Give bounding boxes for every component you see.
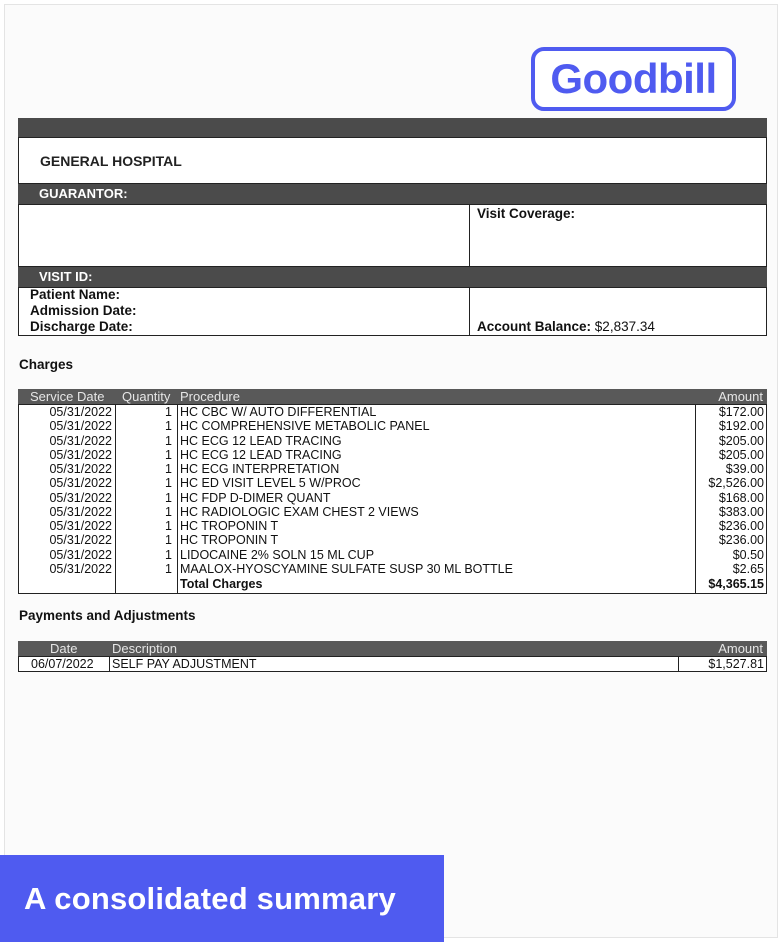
table-row	[19, 476, 766, 490]
col-quantity: Quantity	[122, 389, 171, 404]
account-balance-value: $2,837.34	[594, 319, 655, 334]
charges-table	[18, 404, 767, 594]
amount-cell: $236.00	[718, 519, 764, 533]
table-row	[19, 519, 766, 533]
col-amount: Amount	[718, 641, 763, 656]
payment-amount: $1,527.81	[708, 657, 764, 671]
amount-cell: $2,526.00	[708, 476, 764, 491]
header-band	[18, 118, 767, 137]
visit-id-label: VISIT ID:	[39, 269, 93, 284]
service-date-cell: 05/31/2022	[49, 561, 112, 576]
quantity-cell: 1	[165, 561, 172, 576]
total-row	[19, 577, 766, 591]
procedure-cell: HC FDP D-DIMER QUANT	[180, 490, 331, 505]
summary-banner: A consolidated summary	[0, 855, 444, 942]
table-row	[19, 491, 766, 505]
amount-cell: $2.65	[732, 561, 764, 576]
service-date-cell: 05/31/2022	[49, 405, 112, 419]
hospital-name: GENERAL HOSPITAL	[40, 153, 182, 169]
procedure-cell: LIDOCAINE 2% SOLN 15 ML CUP	[180, 547, 375, 562]
service-date-cell: 05/31/2022	[49, 433, 112, 448]
procedure-cell: HC ECG 12 LEAD TRACING	[180, 433, 342, 448]
col-service-date: Service Date	[30, 389, 105, 404]
table-row	[19, 419, 766, 433]
account-balance	[477, 319, 655, 334]
amount-cell: $205.00	[718, 433, 764, 448]
service-date-cell: 05/31/2022	[49, 476, 112, 491]
procedure-cell: HC CBC W/ AUTO DIFFERENTIAL	[180, 405, 377, 419]
quantity-cell: 1	[165, 547, 172, 562]
charges-header	[18, 389, 767, 404]
service-date-cell: 05/31/2022	[49, 447, 112, 462]
procedure-cell: HC COMPREHENSIVE METABOLIC PANEL	[180, 419, 430, 434]
quantity-cell: 1	[165, 490, 172, 505]
table-row	[19, 505, 766, 519]
account-balance-label: Account Balance:	[477, 319, 592, 334]
col-amount: Amount	[718, 389, 763, 404]
admission-date-label: Admission Date:	[30, 303, 137, 318]
service-date-cell: 05/31/2022	[49, 419, 112, 434]
amount-cell: $172.00	[718, 405, 764, 419]
service-date-cell: 05/31/2022	[49, 547, 112, 562]
amount-cell: $383.00	[718, 504, 764, 519]
quantity-cell: 1	[165, 533, 172, 548]
service-date-cell: 05/31/2022	[49, 519, 112, 533]
guarantor-divider	[469, 205, 470, 266]
total-label: Total Charges	[180, 577, 263, 591]
col-description: Description	[112, 641, 178, 656]
table-row	[19, 434, 766, 448]
hospital-box	[18, 137, 767, 184]
payment-date: 06/07/2022	[31, 657, 94, 671]
service-date-cell: 05/31/2022	[49, 533, 112, 548]
service-date-cell: 05/31/2022	[49, 462, 112, 476]
service-date-cell: 05/31/2022	[49, 490, 112, 505]
procedure-cell: HC TROPONIN T	[180, 533, 279, 548]
quantity-cell: 1	[165, 476, 172, 491]
charges-title: Charges	[19, 357, 74, 372]
procedure-cell: HC ECG 12 LEAD TRACING	[180, 447, 342, 462]
amount-cell: $39.00	[725, 462, 764, 476]
guarantor-band	[18, 184, 767, 204]
table-row	[19, 405, 766, 419]
procedure-cell: HC RADIOLOGIC EXAM CHEST 2 VIEWS	[180, 504, 419, 519]
quantity-cell: 1	[165, 504, 172, 519]
table-row	[19, 657, 766, 671]
amount-cell: $236.00	[718, 533, 764, 548]
payments-table	[18, 656, 767, 672]
quantity-cell: 1	[165, 519, 172, 533]
payment-description: SELF PAY ADJUSTMENT	[112, 657, 257, 671]
col-procedure: Procedure	[180, 389, 240, 404]
guarantor-box	[18, 204, 767, 267]
table-row	[19, 462, 766, 476]
table-row	[19, 448, 766, 462]
payments-title: Payments and Adjustments	[19, 608, 196, 623]
patient-name-label: Patient Name:	[30, 287, 121, 302]
quantity-cell: 1	[165, 419, 172, 434]
col-date: Date	[50, 641, 78, 656]
amount-cell: $192.00	[718, 419, 764, 434]
procedure-cell: HC TROPONIN T	[180, 519, 279, 533]
visit-box	[18, 287, 767, 336]
amount-cell: $0.50	[732, 547, 764, 562]
table-row	[19, 562, 766, 576]
amount-cell: $205.00	[718, 447, 764, 462]
service-date-cell: 05/31/2022	[49, 504, 112, 519]
visit-id-band	[18, 267, 767, 287]
procedure-cell: HC ECG INTERPRETATION	[180, 462, 340, 476]
quantity-cell: 1	[165, 447, 172, 462]
quantity-cell: 1	[165, 433, 172, 448]
payments-header	[18, 641, 767, 656]
total-value: $4,365.15	[708, 577, 764, 591]
quantity-cell: 1	[165, 405, 172, 419]
table-row	[19, 548, 766, 562]
amount-cell: $168.00	[718, 490, 764, 505]
quantity-cell: 1	[165, 462, 172, 476]
procedure-cell: MAALOX-HYOSCYAMINE SULFATE SUSP 30 ML BOTTLE	[180, 561, 513, 576]
goodbill-logo: Goodbill	[531, 47, 736, 111]
procedure-cell: HC ED VISIT LEVEL 5 W/PROC	[180, 476, 361, 491]
visit-coverage-label: Visit Coverage:	[477, 206, 576, 221]
visit-divider	[469, 288, 470, 335]
table-row	[19, 533, 766, 547]
discharge-date-label: Discharge Date:	[30, 319, 133, 334]
guarantor-label: GUARANTOR:	[39, 186, 128, 201]
